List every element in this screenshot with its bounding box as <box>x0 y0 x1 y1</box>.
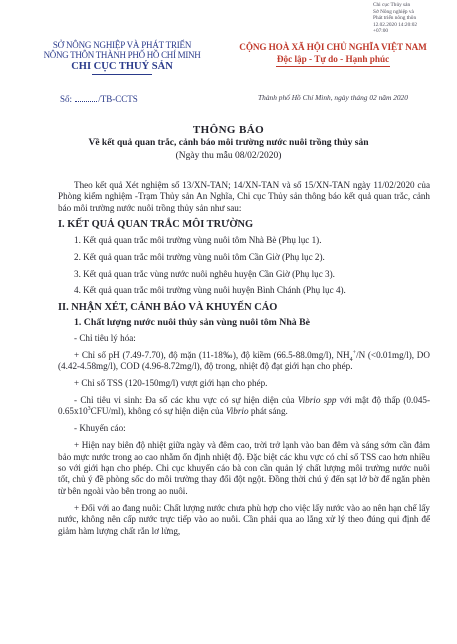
vibrio: Vibrio <box>225 406 249 417</box>
sample-date: (Ngày thu mẫu 08/02/2020) <box>175 151 282 161</box>
exponent-3: 3 <box>87 406 91 413</box>
national-title: CỘNG HOÀ XÃ HỘI CHỦ NGHĨA VIỆT NAM <box>239 42 427 52</box>
section-1-heading: I. KẾT QUẢ QUAN TRẮC MÔI TRƯỜNG <box>58 219 254 231</box>
agency-line-2: NÔNG THÔN THÀNH PHỐ HỒ CHÍ MINH <box>43 50 201 60</box>
document-number <box>60 92 138 104</box>
stamp-line: Phát triển nông thôn <box>373 15 417 22</box>
docno-prefix: Số: <box>60 94 73 104</box>
date-before: Thành phố Hồ Chí Minh, ngày <box>258 93 349 102</box>
stamp-timezone: +07:00 <box>373 28 389 35</box>
microbio-text-b: với mật độ thấp (0.045-0.65x10 <box>58 394 430 417</box>
national-motto-header <box>226 42 440 67</box>
nh4-subscript: 4 <box>349 356 353 363</box>
docno-handwritten <box>75 92 97 102</box>
section-1-item: 2. Kết quả quan trắc môi trường vùng nuôi tôm Cần Giờ (Phụ lục 2). <box>74 251 325 262</box>
notice-subtitle: Về kết quả quan trắc, cảnh báo môi trường nước nuôi trồng thủy sản <box>88 138 369 148</box>
date-after: tháng 02 năm 2020 <box>350 93 408 102</box>
microbio-text-a: - Chỉ tiêu vi sinh: Đa số các khu vực có sự hiện diện của <box>74 394 298 405</box>
notice-title: THÔNG BÁO <box>192 124 265 136</box>
stamp-line: Chi cục Thủy sản <box>373 2 411 8</box>
physchem-label: - Chỉ tiêu lý hóa: <box>74 332 136 343</box>
motto-underline <box>276 66 390 67</box>
agency-line-1: SỞ NÔNG NGHIỆP VÀ PHÁT TRIỂN <box>52 40 192 50</box>
physchem-text-a: + Chỉ số pH (7.49-7.70), độ mặn (11-18‰), độ kiềm (66.5-88.0mg/l), NH <box>74 349 350 360</box>
microbio-text-c: CFU/ml), không có sự hiện diện của <box>90 406 226 417</box>
stamp-timestamp: 12.02.2020 14:20:02 <box>373 21 417 28</box>
notice-body <box>58 180 430 537</box>
recommendation-paragraph-2: + Đối với ao đang nuôi: Chất lượng nước chưa phù hợp cho việc lấy nước vào ao nên hạn chế lấy nước, không nên cấp nước trực tiếp vào ao nuôi. Cần phải qua ao lắng xử lý theo đúng qui định để giảm hàm lượng chất rắn lơ lửng, <box>58 502 430 536</box>
issuing-agency-header <box>22 40 222 75</box>
nh4-superscript: + <box>352 349 357 356</box>
stamp-line: Sở Nông nghiệp và <box>373 8 414 15</box>
microbio-paragraph <box>58 395 430 418</box>
section-1-item: 1. Kết quả quan trắc môi trường vùng nuôi tôm Nhà Bè (Phụ lục 1). <box>74 234 322 245</box>
section-1-item: 3. Kết quả quan trắc vùng nước nuôi nghêu huyện Cần Giờ (Phụ lục 3). <box>74 268 335 279</box>
docno-suffix: /TB-CCTS <box>98 94 138 104</box>
subsection-1-heading: 1. Chất lượng nước nuôi thủy sản vùng nuôi tôm Nhà Bè <box>74 316 311 328</box>
national-motto: Độc lập - Tự do - Hạnh phúc <box>276 54 390 64</box>
vibrio-spp: Vibrio spp <box>297 394 337 405</box>
intro-paragraph: Theo kết quả Xét nghiệm số 13/XN-TAN; 14/XN-TAN và số 15/XN-TAN ngày 11/02/2020 của Phòng kiểm nghiệm -Trạm Thủy sản An Nghĩa, Chi cục Thủy sản thông báo kết quả quan trắc, cảnh báo môi trường nước nuôi trồng thủy sản như sau: <box>58 180 430 213</box>
recommendation-paragraph-1: + Hiện nay biên độ nhiệt giữa ngày và đêm cao, trời trở lạnh vào ban đêm và sáng sớm cần đảm bảo mực nước trong ao cao nhằm ổn định nhiệt độ. Đặc biệt các khu vực có chỉ số TSS cao hơn nhiều so với giới hạn cho phép. Chi cục khuyến cáo bà con cần quản lý chất lượng môi trường nước nuôi tốt, chủ ý đề phòng sốc do môi trường thay đổi đột ngột. Đồng thời chú ý đến sạt lở bờ để ngăn phèn từ bên ngoài vào bên trong ao nuôi. <box>58 440 430 496</box>
section-2-heading: II. NHẬN XÉT, CẢNH BÁO VÀ KHUYẾN CÁO <box>58 301 278 313</box>
digital-signature-stamp <box>373 2 455 35</box>
agency-name: CHI CỤC THUỶ SẢN <box>71 61 173 72</box>
section-1-item: 4. Kết quả quan trắc môi trường vùng nuôi huyện Bình Chánh (Phụ lục 4). <box>74 285 346 296</box>
agency-underline <box>92 74 152 75</box>
microbio-text-d: phát sáng. <box>248 406 288 417</box>
issue-date <box>226 93 440 102</box>
recommendation-label: - Khuyến cáo: <box>74 423 126 434</box>
physchem-paragraph <box>58 350 430 373</box>
tss-paragraph: + Chỉ số TSS (120-150mg/l) vượt giới hạn cho phép. <box>74 378 268 389</box>
physchem-text-b: /N (<0.01mg/l), DO (4.42-4.58mg/l), COD (4.96-8.72mg/l), độ trong, nhiệt độ đạt giới hạn cho phép. <box>58 349 430 372</box>
